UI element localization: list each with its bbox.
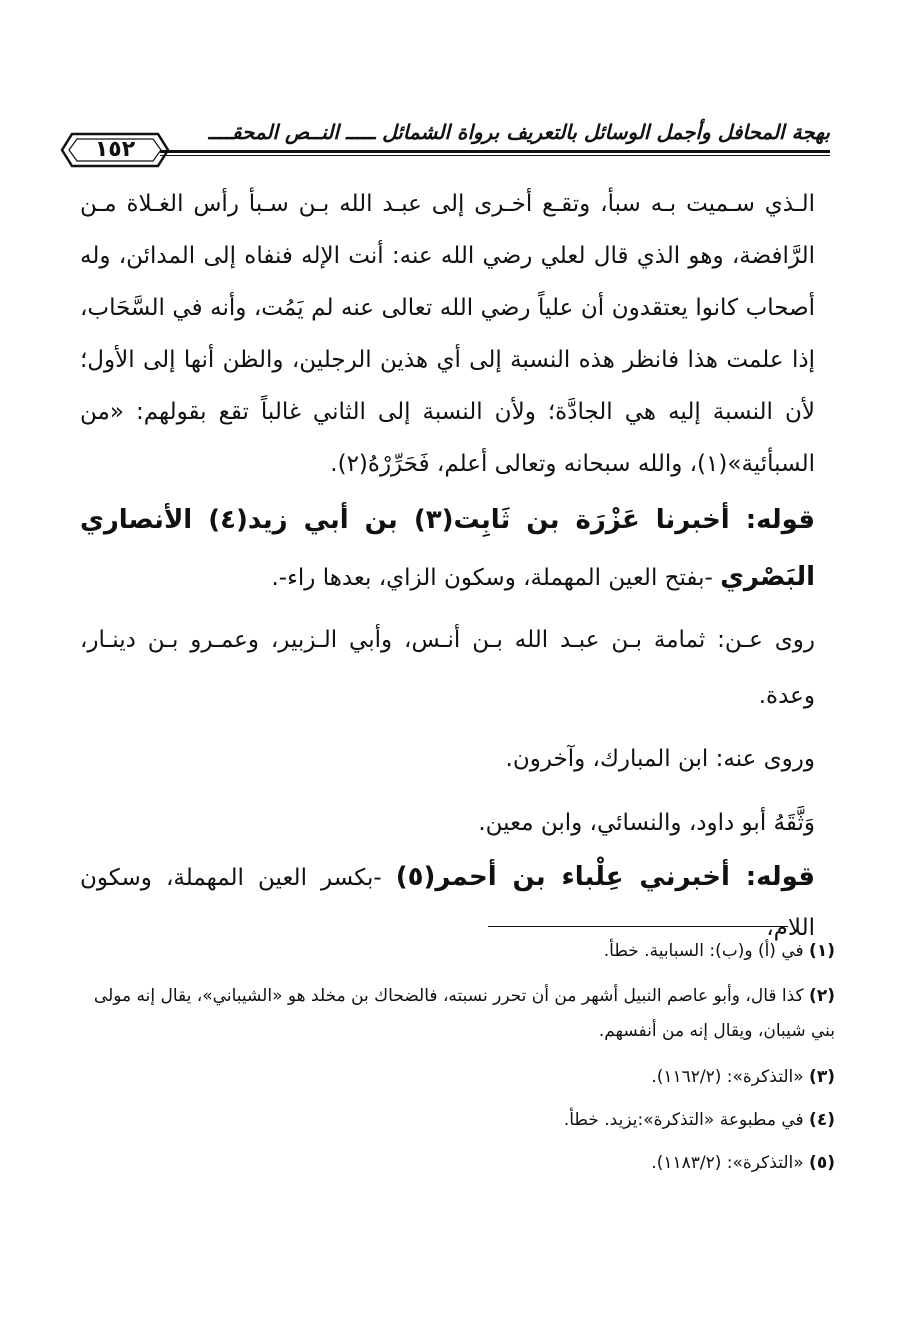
paragraph-5: وَثَّقَهُ أبو داود، والنسائي، وابن معين. [478,810,815,836]
paragraph-2 [80,492,815,606]
running-header [60,112,830,172]
footnote-1 [80,936,835,966]
footnotes [80,936,835,1191]
footnote-text: «التذكرة»: (١١٨٣/٢). [651,1153,810,1173]
footnote-text: كذا قال، وأبو عاصم النبيل أشهر من أن تحرر نسبته، فالضحاك بن مخلد هو «الشيباني»، يقال إنه مولى بني شيبان، ويقال إنه من أنفسهم. [93,986,835,1041]
footnote-text: في مطبوعة «التذكرة»:يزيد. خطأ. [563,1110,810,1130]
paragraph-1: الـذي سـميت بـه سبأ، وتقـع أخـرى إلى عبـد الله بـن سـبأ رأس الغـلاة مـن الرَّافضة، وهو الذي قال لعلي رضي الله عنه: أنت الإله فنفاه إلى المدائن، وله أصحاب كانوا يعتقدون أن علياً رضي الله تعالى عنه لم يَمُت، وأنه في السَّحَاب، إذا علمت هذا فانظر هذه النسبة إلى أي هذين الرجلين، والظن أنها إلى الأول؛ لأن النسبة إليه هي الجادَّة؛ ولأن النسبة إلى الثاني غالباً تقع بقولهم: «من السبأئية»(١)، والله سبحانه وتعالى أعلم، فَحَرِّرْهُ(٢). [80,191,815,477]
footnote-text: «التذكرة»: (١١٦٢/٢). [651,1067,810,1087]
footnote-number: (٥) [809,1153,835,1173]
paragraph-3: روى عـن: ثمامة بـن عبـد الله بـن أنـس، وأبي الـزبير، وعمـرو بـن دينـار، وعدة. [80,627,815,709]
footnote-number: (٢) [809,986,835,1006]
footnote-separator [488,926,788,927]
header-title: بهجة المحافل وأجمل الوسائل بالتعريف برواة الشمائل ـــــ النــص المحقــــ [208,120,830,144]
paragraph-2-lead: قوله: أخبرنا عَزْرَة بن ثَابِت(٣) بن أبي زيد(٤) الأنصاري البَصْري [80,505,815,592]
paragraph-6-lead: قوله: أخبرني عِلْباء بن أحمر(٥) [395,862,815,892]
page-number-badge [60,130,170,170]
footnote-3 [80,1062,835,1092]
page-number: ١٥٢ [94,137,136,162]
footnote-5 [80,1148,835,1178]
footnote-4 [80,1105,835,1135]
footnote-2 [80,979,835,1049]
paragraph-6-rest: -بكسر العين المهملة، وسكون اللام، [80,865,815,941]
paragraph-4: وروى عنه: ابن المبارك، وآخرون. [505,746,815,772]
footnote-number: (١) [809,941,835,961]
header-rule [160,150,830,156]
footnote-text: في (أ) و(ب): السبابية. خطأ. [603,941,810,961]
footnote-number: (٤) [809,1110,835,1130]
footnote-number: (٣) [809,1067,835,1087]
paragraph-2-rest: -بفتح العين المهملة، وسكون الزاي، بعدها راء-. [271,565,721,591]
